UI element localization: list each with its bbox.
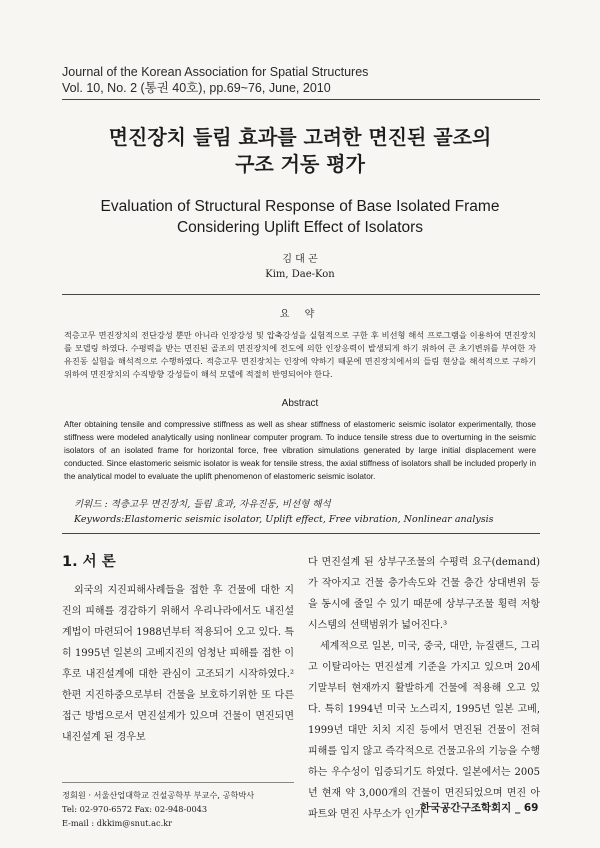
body-paragraph: 외국의 지진피해사례들을 접한 후 건물에 대한 지진의 피해를 경감하기 위해서 우리나라에서도 내진설계법이 마련되어 1988년부터 적용되어 오고 있다. 특히 1995년 일본의 고베지진의 엄청난 피해를 접한 이후로 내진설계에 대한 관심이 고조되기 시작하였다.² 한편 지진하중으로부터 건물을 보호하기위한 또 다른 접근 방법으로서 면진설계가 있으며 건물이 면진되면 내진설계 된 경우보	[62, 585, 294, 743]
body-paragraph: 다 면진설계 된 상부구조물의 수평력 요구(demand)가 작아지고 건물 층가속도와 건물 층간 상대변위 등을 동시에 줄일 수 있기 때문에 상부구조물 횡력 저항 시스템의 선택범위가 넓어진다.³	[308, 557, 540, 631]
keywords-korean: 키워드 : 적층고무 면진장치, 들림 효과, 자유진동, 비선형 해석	[74, 499, 331, 510]
journal-header	[62, 64, 368, 96]
english-title-line1: Evaluation of Structural Response of Base Isolated Frame	[100, 198, 500, 215]
korean-abstract-heading: 요 약	[279, 309, 321, 320]
affiliation-rule	[62, 782, 294, 783]
korean-title-line2: 구조 거동 평가	[235, 152, 365, 176]
english-title-line2: Considering Uplift Effect of Isolators	[176, 219, 424, 236]
korean-title-line1: 면진장치 들림 효과를 고려한 면진된 골조의	[108, 125, 492, 149]
keywords-rule	[62, 533, 540, 534]
keywords-english: Keywords:Elastomeric seismic isolator, Uplift effect, Free vibration, Nonlinear analysis	[74, 514, 494, 525]
affiliation-phone: Tel: 02-970-6572 Fax: 02-948-0043	[62, 804, 208, 814]
abstract-rule	[62, 294, 540, 295]
journal-volume: Vol. 10, No. 2 (통권 40호), pp.69~76, June, 2010	[62, 81, 331, 95]
english-abstract-heading: Abstract	[281, 398, 319, 409]
keywords-block	[74, 497, 494, 527]
author-block	[60, 252, 540, 282]
korean-abstract-text: 적층고무 면진장치의 전단강성 뿐만 아니라 인장강성 및 압축강성을 실험적으로 구한 후 비선형 해석 프로그램을 이용하여 면진장치를 모델링 하였다. 수평력을 받는 면진된 골조의 면진장치에 전도에 의한 인장응력이 발생되게 하기 위하여 큰 초기변위를 부여한 자유진동 실험을 해석적으로 수행하였다. 적층고무 면진장치는 인장에 약하기 때문에 면진장치에서의 들림 현상을 해석적으로 구하기 위하여 면진장치의 수직방향 강성들이 해석 모델에 적절히 반영되어야 한다.	[64, 330, 536, 379]
journal-name: Journal of the Korean Association for Spatial Structures	[62, 65, 369, 79]
body-paragraph: 세계적으로 일본, 미국, 중국, 대만, 뉴질랜드, 그리고 이탈리아는 면진설계 기준을 가지고 있으며 20세기말부터 현재까지 활발하게 건물에 적용해 오고 있다. 특히 1994년 미국 노스리지, 1995년 일본 고베, 1999년 대만 치치 지진 등에서 면진된 건물이 전혀 피해를 입지 않고 즉각적으로 건물고유의 기능을 수행하는 우수성이 입증되기도 하였다. 일본에서는 2005년 현재 약 3,000개의 건물이 면진되었으며 면진 아파트와 면진 사무소가 인기	[308, 641, 540, 820]
affiliation-position: 정회원 · 서울산업대학교 건설공학부 부교수, 공학박사	[62, 790, 255, 800]
english-abstract-text: After obtaining tensile and compressive stiffness as well as shear stiffness of elastomeric seismic isolator experimentally, those stiffness were modeled analytically using nonlinear computer program. To induce tensile stress due to overturning in the seismic isolators of an isolated frame for horizontal force, free vibration simulations generated by large initial displacement were conducted. Since elastomeric seismic isolator is weak for tensile stress, the axial stiffness of isolators shall be included properly in the analytical model to evaluate the uplift phenomenon of elastomeric seismic isolator.	[64, 420, 536, 481]
header-rule	[62, 99, 540, 100]
korean-title	[60, 124, 540, 178]
affiliation-email: E-mail : dkkim@snut.ac.kr	[62, 818, 173, 828]
affiliation-block	[62, 788, 254, 830]
body-left-column	[62, 580, 294, 748]
english-title	[60, 196, 540, 238]
author-english: Kim, Dae-Kon	[265, 269, 335, 280]
page-footer: 한국공간구조학회지 _ 69	[420, 802, 539, 814]
section-heading: 1. 서 론	[62, 554, 116, 570]
body-right-column	[308, 552, 540, 825]
author-korean: 김 대 곤	[282, 254, 318, 265]
